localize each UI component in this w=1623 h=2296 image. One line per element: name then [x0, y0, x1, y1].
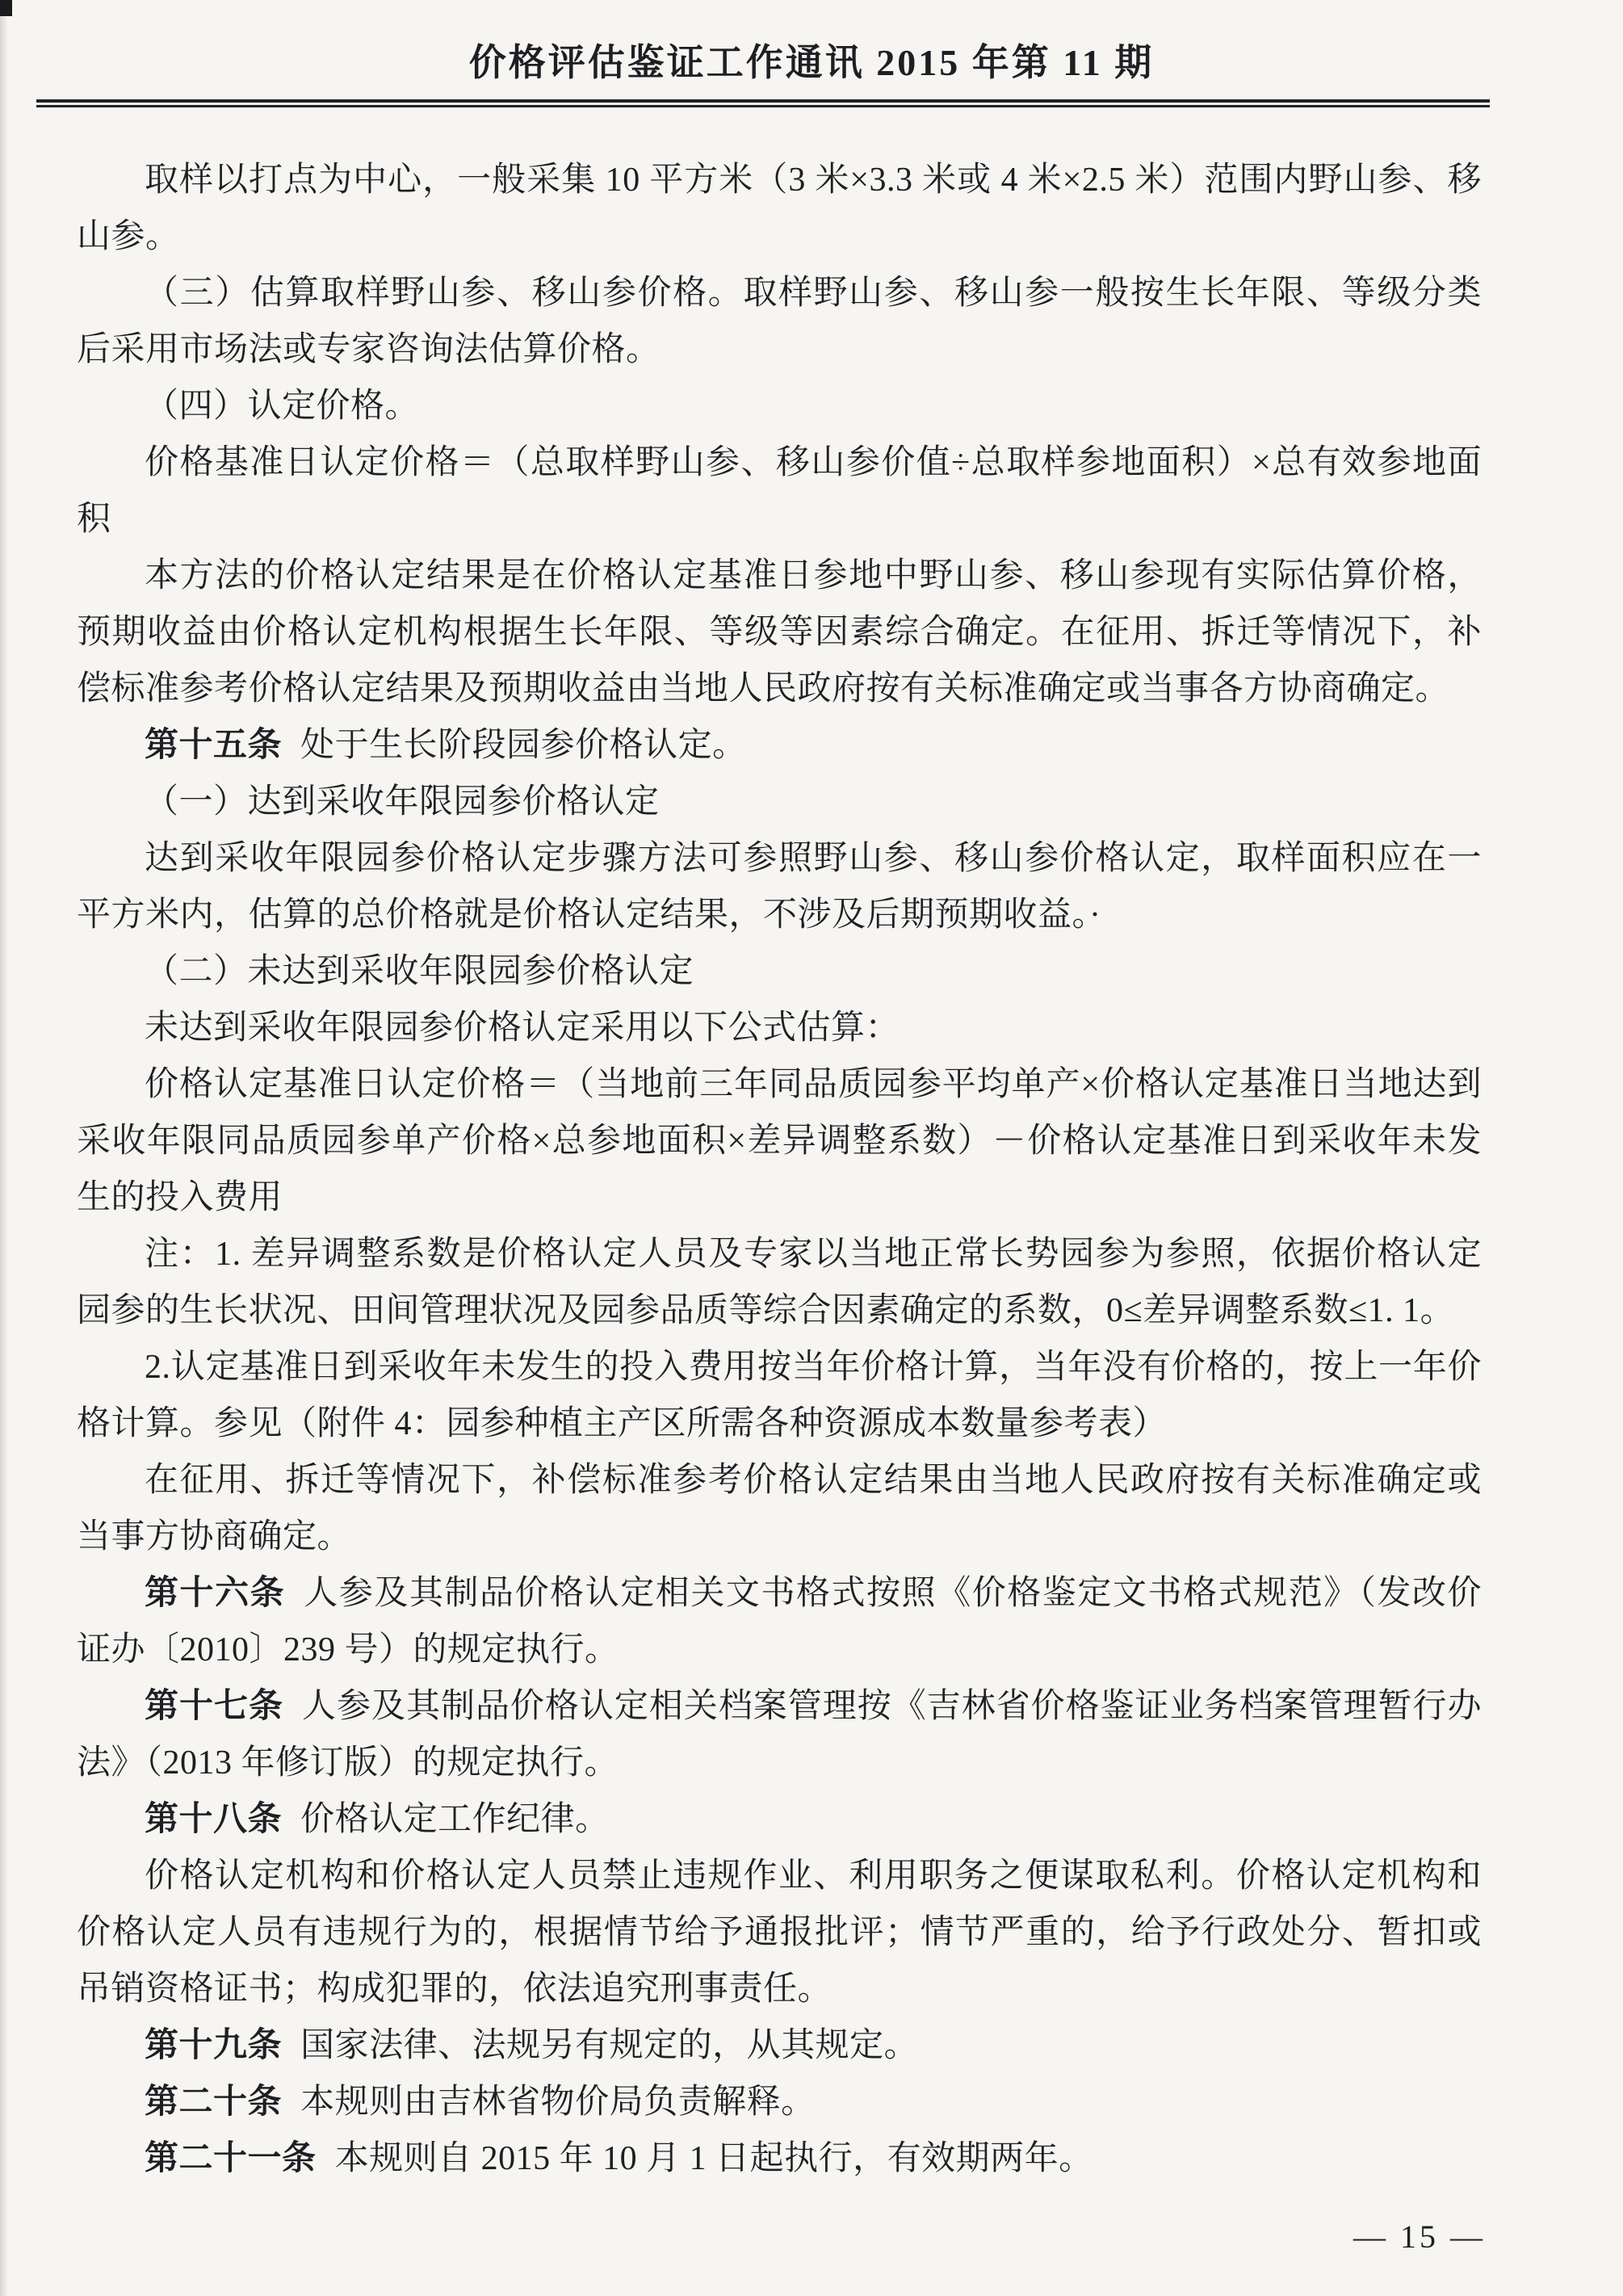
article-15-text: 处于生长阶段园参价格认定。 — [300, 727, 747, 764]
article-21-number: 第二十一条 — [145, 2140, 317, 2177]
article-15-number: 第十五条 — [145, 727, 283, 764]
para-item-4-determine-price: （四）认定价格。 — [145, 388, 420, 425]
article-16-text: 人参及其制品价格认定相关文书格式按照《价格鉴定文书格式规范》（发改价证办〔2010〕239 号）的规定执行。 — [77, 1575, 1482, 1668]
para-sampling-scope: 取样以打点为中心，一般采集 10 平方米（3 米×3.3 米或 4 米×2.5 米）范围内野山参、移山参。 — [77, 162, 1482, 255]
article-16-number: 第十六条 — [145, 1575, 286, 1612]
para-article-16 — [77, 1565, 1482, 1678]
document-body — [77, 152, 1482, 2187]
scan-edge-shading — [0, 0, 8, 2296]
para-item-1-reached-harvest: （一）达到采收年限园参价格认定 — [145, 783, 660, 821]
para-article-15 — [77, 717, 1482, 774]
para-reached-harvest-steps: 达到采收年限园参价格认定步骤方法可参照野山参、移山参价格认定，取样面积应在一平方米内，估算的总价格就是价格认定结果，不涉及后期预期收益。· — [77, 840, 1482, 934]
para-article-17 — [77, 1678, 1482, 1791]
article-21-text: 本规则自 2015 年 10 月 1 日起执行，有效期两年。 — [334, 2140, 1093, 2177]
article-20-text: 本规则由吉林省物价局负责解释。 — [300, 2084, 816, 2121]
article-17-text: 人参及其制品价格认定相关档案管理按《吉林省价格鉴证业务档案管理暂行办法》（2013 年修订版）的规定执行。 — [77, 1688, 1482, 1782]
page-header — [0, 0, 1623, 86]
para-article-20 — [77, 2074, 1482, 2130]
header-double-rule — [36, 99, 1490, 107]
article-17-number: 第十七条 — [145, 1688, 283, 1725]
newsletter-title: 价格评估鉴证工作通讯 2015 年第 11 期 — [468, 42, 1155, 83]
article-19-text: 国家法律、法规另有规定的，从其规定。 — [300, 2027, 919, 2064]
article-18-text: 价格认定工作纪律。 — [300, 1801, 610, 1838]
para-formula-not-reached: 价格认定基准日认定价格＝（当地前三年同品质园参平均单产×价格认定基准日当地达到采收年限同品质园参单产价格×总参地面积×差异调整系数）－价格认定基准日到采收年未发生的投入费用 — [77, 1066, 1482, 1216]
para-requisition-compensation: 在征用、拆迁等情况下，补偿标准参考价格认定结果由当地人民政府按有关标准确定或当事方协商确定。 — [77, 1462, 1482, 1555]
para-method-result-explanation: 本方法的价格认定结果是在价格认定基准日参地中野山参、移山参现有实际估算价格，预期收益由价格认定机构根据生长年限、等级等因素综合确定。在征用、拆迁等情况下，补偿标准参考价格认定结果及预期收益由当地人民政府按有关标准确定或当事各方协商确定。 — [77, 557, 1482, 707]
para-formula-base-date-price: 价格基准日认定价格＝（总取样野山参、移山参价值÷总取样参地面积）×总有效参地面积 — [77, 444, 1482, 538]
para-item-3-estimate-price: （三）估算取样野山参、移山参价格。取样野山参、移山参一般按生长年限、等级分类后采用市场法或专家咨询法估算价格。 — [77, 275, 1482, 368]
page-number: — 15 — — [1353, 2218, 1486, 2255]
article-18-number: 第十八条 — [145, 1801, 283, 1838]
article-20-number: 第二十条 — [145, 2084, 283, 2121]
para-article-21 — [77, 2130, 1482, 2187]
para-note-2-input-costs: 2.认定基准日到采收年未发生的投入费用按当年价格计算，当年没有价格的，按上一年价格计算。参见（附件 4：园参种植主产区所需各种资源成本数量参考表） — [77, 1349, 1482, 1442]
para-article-18 — [77, 1791, 1482, 1848]
para-note-1-adjustment-coefficient: 注：1. 差异调整系数是价格认定人员及专家以当地正常长势园参为参照，依据价格认定园参的生长状况、田间管理状况及园参品质等综合因素确定的系数，0≤差异调整系数≤1. 1。 — [77, 1236, 1482, 1329]
para-work-discipline: 价格认定机构和价格认定人员禁止违规作业、利用职务之便谋取私利。价格认定机构和价格认定人员有违规行为的，根据情节给予通报批评；情节严重的，给予行政处分、暂扣或吊销资格证书；构成犯罪的，依法追究刑事责任。 — [77, 1857, 1482, 2008]
para-formula-intro: 未达到采收年限园参价格认定采用以下公式估算： — [145, 1009, 900, 1047]
para-item-2-not-reached-harvest: （二）未达到采收年限园参价格认定 — [145, 953, 694, 990]
article-19-number: 第十九条 — [145, 2027, 283, 2064]
para-article-19 — [77, 2017, 1482, 2074]
